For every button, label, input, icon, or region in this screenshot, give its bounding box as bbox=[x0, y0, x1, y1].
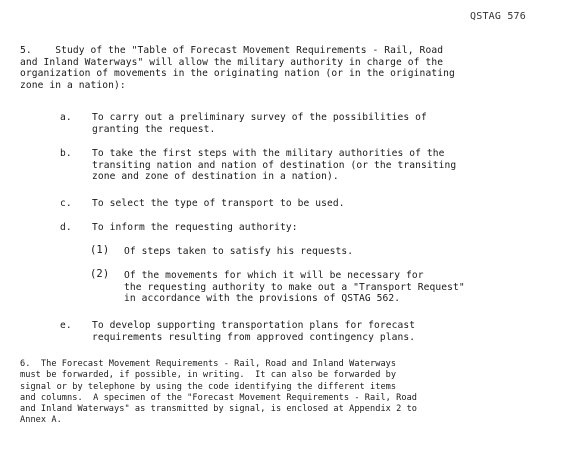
paragraph-5 bbox=[20, 45, 570, 91]
item-letter: b. bbox=[60, 148, 72, 159]
paragraph-6-line: must be forwarded, if possible, in writing. It can also be forwarded by bbox=[20, 370, 397, 381]
document-reference: QSTAG 576 bbox=[470, 11, 526, 22]
list-item-a bbox=[60, 112, 540, 136]
paragraph-5-line: zone in a nation): bbox=[20, 79, 126, 91]
item-text bbox=[92, 198, 512, 210]
paragraph-6-line: and columns. A specimen of the "Forecast Movement Requirements - Rail, Road bbox=[20, 392, 418, 403]
sub-item-text bbox=[124, 246, 544, 258]
sub-item-2 bbox=[90, 270, 550, 306]
item-text bbox=[92, 320, 512, 343]
paragraph-5-line: organization of movements in the originating nation (or in the originating bbox=[20, 68, 455, 79]
list-item-b bbox=[60, 148, 540, 184]
item-letter: a. bbox=[60, 112, 72, 123]
list-item-d bbox=[60, 222, 540, 234]
list-item-e bbox=[60, 320, 540, 344]
paragraph-6-line: and Inland Waterways" as transmitted by signal, is enclosed at Appendix 2 to bbox=[20, 404, 418, 415]
sub-item-line: the requesting authority to make out a "Transport Request" bbox=[124, 281, 465, 293]
paragraph-6 bbox=[20, 359, 570, 427]
sub-item-1 bbox=[90, 246, 550, 258]
item-line: granting the request. bbox=[92, 123, 216, 135]
item-line: To take the first steps with the military authorities of the bbox=[92, 148, 445, 159]
item-line: To carry out a preliminary survey of the possibilities of bbox=[92, 112, 427, 123]
sub-item-line: in accordance with the provisions of QSTAG 562. bbox=[124, 293, 401, 304]
sub-item-number: (2) bbox=[90, 268, 110, 280]
paragraph-5-line: 5. Study of the "Table of Forecast Movement Requirements - Rail, Road bbox=[20, 45, 444, 56]
item-line: To inform the requesting authority: bbox=[92, 222, 298, 233]
sub-item-text bbox=[124, 270, 544, 305]
paragraph-6-line: Annex A. bbox=[20, 415, 62, 426]
item-line: requirements resulting from approved contingency plans. bbox=[92, 331, 416, 343]
list-item-c bbox=[60, 198, 540, 210]
paragraph-6-line: 6. The Forecast Movement Requirements - Rail, Road and Inland Waterways bbox=[20, 359, 397, 369]
item-letter: e. bbox=[60, 320, 72, 331]
item-letter: c. bbox=[60, 198, 72, 209]
sub-item-line: Of the movements for which it will be necessary for bbox=[124, 270, 424, 281]
sub-item-number: (1) bbox=[90, 244, 110, 256]
paragraph-6-line: signal or by telephone by using the code identifying the different items bbox=[20, 381, 397, 392]
item-line: zone and zone of destination in a nation). bbox=[92, 171, 339, 182]
item-line: transiting nation and nation of destination (or the transiting bbox=[92, 159, 457, 171]
item-text bbox=[92, 222, 512, 234]
item-line: To develop supporting transportation plans for forecast bbox=[92, 320, 416, 331]
item-letter: d. bbox=[60, 222, 72, 233]
item-text bbox=[92, 112, 512, 135]
sub-item-line: Of steps taken to satisfy his requests. bbox=[124, 246, 354, 257]
item-text bbox=[92, 148, 512, 183]
paragraph-5-line: and Inland Waterways" will allow the military authority in charge of the bbox=[20, 56, 444, 68]
item-line: To select the type of transport to be used. bbox=[92, 198, 345, 209]
